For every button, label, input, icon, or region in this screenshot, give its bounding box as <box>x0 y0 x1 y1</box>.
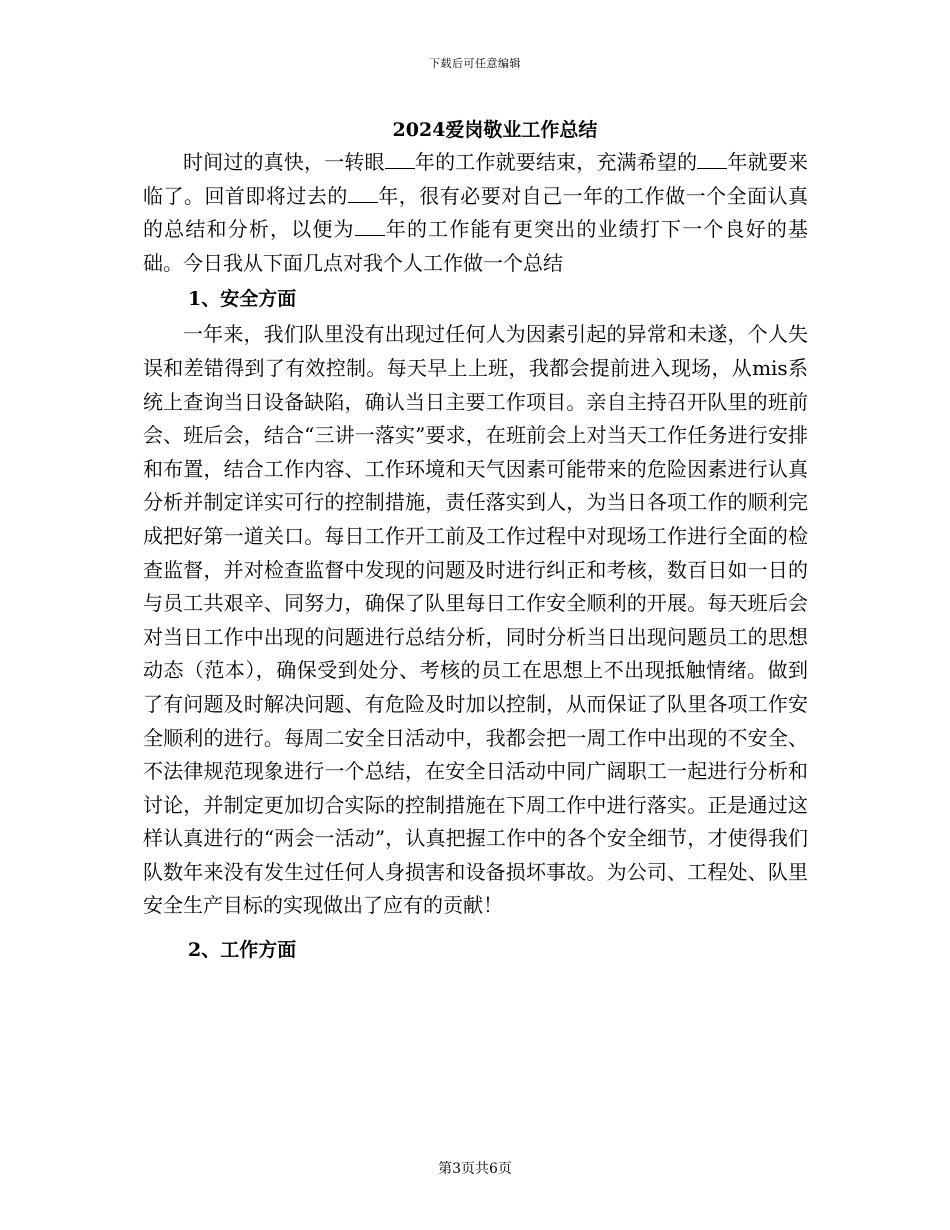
intro-text-2: 年的工作就要结束，充满希望的 <box>414 150 698 174</box>
intro-text-4: 年，很有必要对自己一年的工作做一个全面认真的总结和分析，以便为 <box>143 183 809 242</box>
intro-text-3: 年就要来临了。回首即将过去的 <box>143 150 809 208</box>
page-header-note: 下载后可任意编辑 <box>429 57 521 70</box>
intro-text-5: 年的工作能有更突出的业绩打下一个良好的基础。今日我从下面几点对我个人工作做一个总结 <box>143 217 809 275</box>
blank-line <box>697 150 727 169</box>
safety-paragraph: 一年来，我们队里没有出现过任何人为因素引起的异常和未遂，个人失误和差错得到了有效控制。每天早上上班，我都会提前进入现场，从mis系统上查询当日设备缺陷，确认当日主要工作项目。亲自主持召开队里的班前会、班后会，结合“三讲一落实”要求，在班前会上对当天工作任务进行安排和布置，结合工作内容、工作环境和天气因素可能带来的危险因素进行认真分析并制定详实可行的控制措施，责任落实到人，为当日各项工作的顺利完成把好第一道关口。每日工作开工前及工作过程中对现场工作进行全面的检查监督，并对检查监督中发现的问题及时进行纠正和考核，数百日如一日的与员工共艰辛、同努力，确保了队里每日工作安全顺利的开展。每天班后会对当日工作中出现的问题进行总结分析，同时分析当日出现问题员工的思想动态（范本），确保受到处分、考核的员工在思想上不出现抵触情绪。做到了有问题及时解决问题、有危险及时加以控制，从而保证了队里各项工作安全顺利的进行。每周二安全日活动中，我都会把一周工作中出现的不安全、不法律规范现象进行一个总结，在安全日活动中同广阔职工一起进行分析和讨论，并制定更加切合实际的控制措施在下周工作中进行落实。正是通过这样认真进行的“两会一活动”，认真把握工作中的各个安全细节，才使得我们队数年来没有发生过任何人身损害和设备损坏事故。为公司、工程处、队里安全生产目标的实现做出了应有的贡献！ <box>143 322 808 918</box>
document-body <box>143 146 808 969</box>
blank-line <box>348 184 378 203</box>
section-heading-safety: 1、安全方面 <box>188 288 297 311</box>
intro-paragraph <box>143 146 808 280</box>
blank-line <box>385 150 415 169</box>
section-heading-work: 2、工作方面 <box>188 939 297 962</box>
intro-text-1: 时间过的真快，一转眼 <box>183 150 385 174</box>
blank-line <box>355 217 385 236</box>
document-title: 2024爱岗敬业工作总结 <box>392 119 598 141</box>
page-footer-number: 第3页共6页 <box>438 1161 512 1177</box>
